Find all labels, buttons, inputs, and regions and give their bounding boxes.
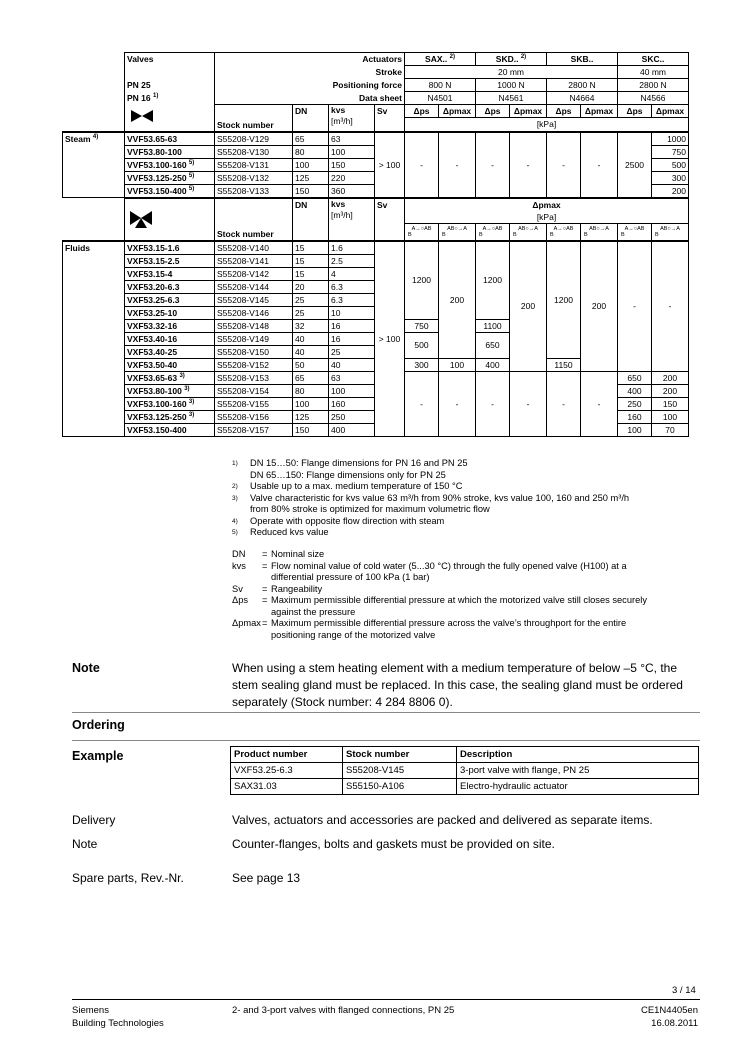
kpa-unit: [kPa] [405, 118, 689, 132]
kvs-value: 100 [329, 145, 375, 158]
valve-type: VXF53.80-100 $^{3)}$ [125, 384, 215, 397]
valve-type: VXF53.15-4 [125, 267, 215, 280]
delivery-label: Delivery [72, 813, 116, 827]
dp-value: 200 [652, 384, 689, 397]
stock-number: S55208-V133 [215, 184, 293, 198]
example-table-container [230, 746, 699, 795]
example-cell: S55150-A106 [343, 779, 457, 795]
legend-text: Flow nominal value of cold water (5...30 °C) through the fully opened valve (H100) at a [271, 560, 627, 571]
footnote [232, 481, 702, 493]
legend-item [232, 630, 702, 642]
dn-header-fluids: DN [293, 198, 329, 241]
stock-number: S55208-V148 [215, 319, 293, 332]
valve-type: VXF53.32-16 [125, 319, 215, 332]
legend-item [232, 595, 702, 607]
dps-header-sax: Δps [405, 105, 439, 118]
dn-value: 125 [293, 410, 329, 423]
footer-title: 2- and 3-port valves with flanged connections, PN 25 [232, 1005, 455, 1016]
kvs-header: kvs [m³/h] [329, 105, 375, 132]
example-cell: 3-port valve with flange, PN 25 [457, 763, 699, 779]
dn-value: 15 [293, 241, 329, 255]
dn-value: 15 [293, 254, 329, 267]
kvs-value: 6.3 [329, 280, 375, 293]
footnote-number: 3) [232, 494, 238, 502]
divider [72, 712, 700, 713]
dp-value: 70 [652, 423, 689, 436]
footer-doc [641, 1005, 698, 1030]
stock-number: S55208-V140 [215, 241, 293, 255]
flow-direction-icon: AB○→A B [439, 223, 476, 241]
flow-direction-icon: A→○AB B [476, 223, 510, 241]
stock-number: S55208-V155 [215, 397, 293, 410]
dn-value: 32 [293, 319, 329, 332]
kvs-value: 6.3 [329, 293, 375, 306]
datasheet-skb: N4664 [547, 92, 618, 105]
three-port-valve-icon [125, 198, 215, 241]
force-skc: 2800 N [618, 79, 689, 92]
divider [72, 740, 700, 741]
valve-type: VXF53.150-400 [125, 423, 215, 436]
stock-number: S55208-V157 [215, 423, 293, 436]
table-row [63, 132, 689, 146]
legend-equals: = [262, 618, 268, 628]
datasheet-skc: N4566 [618, 92, 689, 105]
pn25-label: PN 25 [125, 79, 215, 92]
actuator-skb: SKB.. [547, 53, 618, 66]
example-cell: VXF53.25-6.3 [231, 763, 343, 779]
stroke-20mm: 20 mm [405, 66, 618, 79]
note2-text: Counter-flanges, bolts and gaskets must be provided on site. [232, 837, 555, 851]
dp-value: 650 [618, 371, 652, 384]
valve-type: VXF53.125-250 $^{3)}$ [125, 410, 215, 423]
legend-text: Nominal size [271, 549, 325, 559]
valves-label: Valves [125, 53, 215, 66]
dash-cell: - [476, 132, 510, 198]
legend-text: differential pressure of 100 kPa (1 bar) [271, 572, 430, 582]
actuators-label: Actuators [215, 53, 405, 66]
stock-number: S55208-V129 [215, 132, 293, 146]
dp-value: 750 [405, 319, 439, 332]
steam-label: Steam $^{4)}$ [63, 132, 125, 198]
valve-type: VXF53.25-10 [125, 306, 215, 319]
stroke-label: Stroke [215, 66, 405, 79]
footnote-number: 5) [232, 529, 238, 536]
valve-type: VXF53.25-6.3 [125, 293, 215, 306]
footnote [232, 458, 702, 470]
legend-symbol: kvs [232, 560, 246, 571]
dp-value: 150 [652, 397, 689, 410]
legend-symbol: Δps [232, 595, 249, 605]
kvs-value: 4 [329, 267, 375, 280]
stock-number: S55208-V144 [215, 280, 293, 293]
footer-company [72, 1005, 164, 1030]
actuator-sax: SAX.. $^{2)}$ [405, 53, 476, 66]
dps-header-skc: Δps [618, 105, 652, 118]
dp-value: - [405, 371, 439, 436]
example-header: Description [457, 747, 699, 763]
example-heading: Example [72, 749, 124, 763]
document-date: 16.08.2011 [651, 1017, 698, 1029]
footnote-text: DN 15…50: Flange dimensions for PN 16 and PN 25 [250, 458, 468, 468]
stock-number: S55208-V153 [215, 371, 293, 384]
valve-type: VVF53.125-250 $^{5)}$ [125, 171, 215, 184]
stock-number: S55208-V152 [215, 358, 293, 371]
dn-value: 80 [293, 145, 329, 158]
spec-table-container [62, 52, 689, 437]
dp-value: 650 [476, 332, 510, 358]
legend-equals: = [262, 595, 268, 605]
dp-value: 1200 [405, 241, 439, 320]
fluids-label: Fluids [63, 241, 125, 437]
two-port-valve-icon [125, 105, 215, 132]
dp-value: - [652, 241, 689, 372]
kvs-value: 150 [329, 158, 375, 171]
dpmax-header-skd: Δpmax [510, 105, 547, 118]
kvs-value: 1.6 [329, 241, 375, 255]
dp-value: - [439, 371, 476, 436]
dn-value: 50 [293, 358, 329, 371]
example-cell: S55208-V145 [343, 763, 457, 779]
kvs-value: 25 [329, 345, 375, 358]
fluids-kpa-unit: [kPa] [405, 211, 689, 224]
example-cell: Electro-hydraulic actuator [457, 779, 699, 795]
kvs-value: 360 [329, 184, 375, 198]
dn-value: 125 [293, 171, 329, 184]
legend-text: positioning range of the motorized valve [271, 629, 436, 640]
kvs-value: 16 [329, 319, 375, 332]
valve-type: VXF53.15-2.5 [125, 254, 215, 267]
footnote-text: Operate with opposite flow direction with steam [250, 515, 445, 526]
example-header: Product number [231, 747, 343, 763]
kvs-value: 10 [329, 306, 375, 319]
dp-value: 250 [618, 397, 652, 410]
force-label: Positioning force [215, 79, 405, 92]
footnote-number [232, 504, 250, 516]
datasheet-sax: N4501 [405, 92, 476, 105]
dp-value: 400 [618, 384, 652, 397]
stock-number: S55208-V132 [215, 171, 293, 184]
dps-header-skd: Δps [476, 105, 510, 118]
dpmax-header-skc: Δpmax [652, 105, 689, 118]
kvs-value: 250 [329, 410, 375, 423]
legend-symbol: Δpmax [232, 618, 261, 628]
dash-cell: - [547, 132, 581, 198]
dash-cell: - [405, 132, 439, 198]
legend-equals: = [262, 549, 268, 559]
kvs-value: 40 [329, 358, 375, 371]
note-heading: Note [72, 661, 100, 675]
flow-direction-icon: AB○→A B [652, 223, 689, 241]
datasheet-skd: N4561 [476, 92, 547, 105]
stock-number: S55208-V150 [215, 345, 293, 358]
dp-value: - [510, 371, 547, 436]
kvs-value: 2.5 [329, 254, 375, 267]
dash-cell: - [510, 132, 547, 198]
legend-item [232, 549, 702, 561]
force-skb: 2800 N [547, 79, 618, 92]
flow-direction-icon: A→○AB B [547, 223, 581, 241]
dp-value: 1200 [547, 241, 581, 359]
pn16-label: PN 16 $^{1)}$ [125, 92, 215, 105]
dash-cell: - [439, 132, 476, 198]
stock-number: S55208-V131 [215, 158, 293, 171]
dn-value: 25 [293, 306, 329, 319]
footnotes [232, 458, 702, 539]
sv-header: Sv [375, 105, 405, 132]
valve-type: VVF53.100-160 $^{5)}$ [125, 158, 215, 171]
kvs-value: 400 [329, 423, 375, 436]
kvs-value: 220 [329, 171, 375, 184]
dn-value: 40 [293, 332, 329, 345]
dp-value: - [581, 371, 618, 436]
spare-text: See page 13 [232, 871, 301, 885]
stock-number: S55208-V145 [215, 293, 293, 306]
dash-cell: - [581, 132, 618, 198]
ordering-heading: Ordering [72, 718, 125, 732]
dp-value: 160 [618, 410, 652, 423]
dp-value: 400 [476, 358, 510, 371]
example-cell: SAX31.03 [231, 779, 343, 795]
legend-text: Maximum permissible differential pressure at which the motorized valve still closes securely [271, 595, 647, 605]
legend-symbol [232, 572, 262, 584]
skc-dpmax-value: 300 [652, 171, 689, 184]
dn-value: 150 [293, 423, 329, 436]
flow-direction-icon: A→○AB B [405, 223, 439, 241]
valve-type: VVF53.65-63 [125, 132, 215, 146]
sv-header-fluids: Sv [375, 198, 405, 241]
dp-value: 200 [510, 241, 547, 372]
dp-value: 200 [581, 241, 618, 372]
dn-value: 40 [293, 345, 329, 358]
dp-value: 1200 [476, 241, 510, 320]
page-number: 3 / 14 [672, 985, 696, 996]
document-number: CE1N4405en [640, 1005, 698, 1016]
kvs-value: 63 [329, 371, 375, 384]
legend-text: Maximum permissible differential pressure across the valve’s throughport for the entire [271, 618, 627, 628]
dn-value: 20 [293, 280, 329, 293]
stock-number: S55208-V154 [215, 384, 293, 397]
dp-value: 100 [439, 358, 476, 371]
stock-number: S55208-V130 [215, 145, 293, 158]
spec-table [62, 52, 689, 437]
legend-item [232, 561, 702, 573]
actuator-skd: SKD.. $^{2)}$ [476, 53, 547, 66]
skc-dps-value: 2500 [618, 132, 652, 198]
actuator-skc: SKC.. [618, 53, 689, 66]
dp-value: - [476, 371, 510, 436]
dp-value: - [547, 371, 581, 436]
dn-value: 80 [293, 384, 329, 397]
dp-value: 200 [652, 371, 689, 384]
footnote-number [232, 470, 250, 482]
footnote-text: DN 65…150: Flange dimensions only for PN 25 [250, 469, 446, 480]
valve-type: VVF53.150-400 $^{5)}$ [125, 184, 215, 198]
dp-value: 100 [652, 410, 689, 423]
skc-dpmax-value: 1000 [652, 132, 689, 146]
kvs-value: 100 [329, 384, 375, 397]
footnote-text: Usable up to a max. medium temperature of 150 °C [250, 481, 463, 491]
legend-symbol [232, 630, 262, 642]
dps-header-skb: Δps [547, 105, 581, 118]
stock-number: S55208-V149 [215, 332, 293, 345]
skc-dpmax-value: 200 [652, 184, 689, 198]
stock-number: S55208-V142 [215, 267, 293, 280]
kvs-header-fluids: kvs [m³/h] [329, 198, 375, 241]
legend [232, 549, 702, 641]
stock-number-header: Stock number [215, 105, 293, 132]
footnote [232, 504, 702, 516]
footnote-text: Valve characteristic for kvs value 63 m³/h from 90% stroke, kvs value 100, 160 and 250 m³/h [250, 492, 630, 503]
valve-type: VXF53.15-1.6 [125, 241, 215, 255]
skc-dpmax-value: 500 [652, 158, 689, 171]
company-name: Siemens [72, 1005, 109, 1016]
force-sax: 800 N [405, 79, 476, 92]
legend-equals [262, 607, 271, 619]
fluids-dpmax-header: Δpmax [405, 198, 689, 211]
footnote-text: from 80% stroke is optimized for maximum volumetric flow [250, 504, 490, 514]
sv-value: > 100 [375, 241, 405, 437]
dpmax-header-skb: Δpmax [581, 105, 618, 118]
legend-item [232, 618, 702, 630]
company-division: Building Technologies [72, 1017, 164, 1029]
valve-type: VXF53.65-63 $^{3)}$ [125, 371, 215, 384]
footnote-text: Reduced kvs value [250, 527, 329, 537]
footnote [232, 470, 702, 482]
skc-dpmax-value: 750 [652, 145, 689, 158]
dn-value: 150 [293, 184, 329, 198]
valve-type: VXF53.50-40 [125, 358, 215, 371]
valve-type: VVF53.80-100 [125, 145, 215, 158]
stock-number: S55208-V146 [215, 306, 293, 319]
legend-symbol: Sv [232, 583, 243, 594]
dp-value: 1150 [547, 358, 581, 371]
spare-label: Spare parts, Rev.-Nr. [72, 871, 184, 885]
dp-value: 200 [439, 241, 476, 359]
dp-value: 500 [405, 332, 439, 358]
flow-direction-icon: A→○AB B [618, 223, 652, 241]
dp-value: 100 [618, 423, 652, 436]
legend-equals: = [262, 583, 268, 594]
force-skd: 1000 N [476, 79, 547, 92]
legend-symbol: DN [232, 549, 246, 559]
stock-number: S55208-V141 [215, 254, 293, 267]
footer-divider [72, 999, 700, 1000]
legend-equals [262, 572, 271, 584]
footnote-number: 2) [232, 483, 238, 490]
valve-type: VXF53.20-6.3 [125, 280, 215, 293]
flow-direction-icon: AB○→A B [581, 223, 618, 241]
dp-value: 300 [405, 358, 439, 371]
valve-type: VXF53.40-16 [125, 332, 215, 345]
stroke-40mm: 40 mm [618, 66, 689, 79]
dpmax-header-sax: Δpmax [439, 105, 476, 118]
dn-value: 15 [293, 267, 329, 280]
footnote [232, 493, 702, 505]
note2-label: Note [72, 837, 98, 851]
table-row [63, 241, 689, 255]
legend-item [232, 607, 702, 619]
example-table [230, 746, 699, 795]
footnote-number: 4) [232, 517, 238, 525]
footnote [232, 516, 702, 528]
dn-header: DN [293, 105, 329, 132]
valve-type: VXF53.100-160 $^{3)}$ [125, 397, 215, 410]
legend-text: against the pressure [271, 606, 356, 617]
example-header: Stock number [343, 747, 457, 763]
sv-value: > 100 [375, 132, 405, 198]
stock-number: S55208-V156 [215, 410, 293, 423]
dn-value: 65 [293, 132, 329, 146]
legend-text: Rangeability [271, 583, 323, 594]
stock-number-header-fluids: Stock number [215, 198, 293, 241]
dn-value: 100 [293, 397, 329, 410]
legend-equals: = [262, 560, 268, 571]
kvs-value: 160 [329, 397, 375, 410]
note-text: When using a stem heating element with a medium temperature of below –5 °C, the stem sealing gland must be replaced. In this case, the sealing gland must be ordered separately (Stock number: 4 284 8806 0). [232, 661, 683, 709]
footnote [232, 527, 702, 539]
dn-value: 65 [293, 371, 329, 384]
legend-equals [262, 630, 271, 642]
legend-item [232, 584, 702, 596]
flow-direction-icon: AB○→A B [510, 223, 547, 241]
dn-value: 25 [293, 293, 329, 306]
kvs-value: 63 [329, 132, 375, 146]
delivery-text: Valves, actuators and accessories are packed and delivered as separate items. [232, 813, 653, 827]
valve-type: VXF53.40-25 [125, 345, 215, 358]
legend-symbol [232, 607, 262, 619]
legend-item [232, 572, 702, 584]
footnote-number: 1) [232, 460, 238, 467]
dn-value: 100 [293, 158, 329, 171]
dp-value: 1100 [476, 319, 510, 332]
kvs-value: 16 [329, 332, 375, 345]
dp-value: - [618, 241, 652, 372]
datasheet-label: Data sheet [215, 92, 405, 105]
